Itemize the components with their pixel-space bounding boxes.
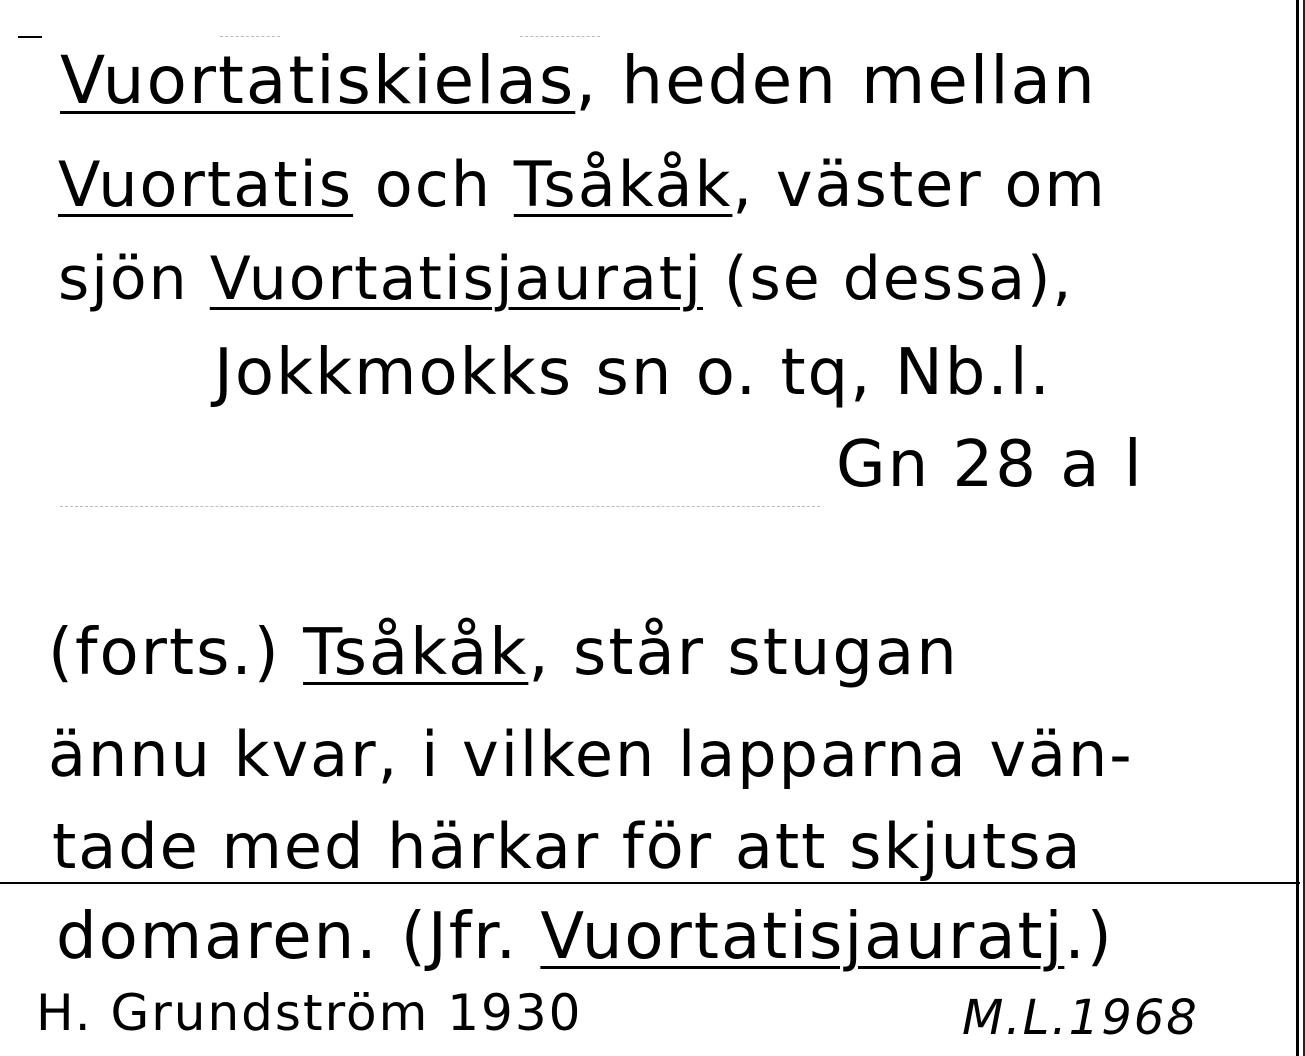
place-name: Vuortatisjauratj (540, 900, 1065, 974)
continuation-line-1-text: (forts.) (48, 616, 304, 690)
faint-ruling (520, 36, 600, 38)
copyist-signature: M.L.1968 (962, 990, 1199, 1046)
entry-line-2-text: och (353, 148, 514, 221)
place-name: Vuortatis (58, 148, 354, 221)
continuation-line-3: tade med härkar för att skjutsa (52, 810, 1083, 883)
entry-line-3-text: sjön (58, 244, 210, 314)
entry-line-3 (58, 244, 1073, 314)
entry-line-2-rest: , väster om (732, 148, 1107, 221)
continuation-line-4-text: domaren. (Jfr. (56, 900, 541, 974)
map-reference: Gn 28 a l (836, 428, 1144, 502)
faint-ruling (60, 506, 820, 508)
continuation-line-2: ännu kvar, i vilken lapparna vän- (48, 718, 1134, 791)
place-name: Tsåkåk (513, 148, 733, 221)
parish-line: Jokkmokks sn o. tq, Nb.l. (214, 336, 1052, 410)
card-right-edge (1296, 0, 1299, 1056)
entry-line-3-rest: (se dessa), (702, 244, 1074, 314)
continuation-line-1 (48, 616, 959, 690)
continuation-line-1-rest: , står stugan (528, 616, 959, 690)
entry-line-1-text: , heden mellan (575, 42, 1097, 119)
continuation-line-4-end: .) (1064, 900, 1114, 974)
continuation-line-4 (56, 900, 1114, 974)
place-name: Vuortatisjauratj (209, 244, 703, 314)
headword: Vuortatiskielas (60, 42, 576, 119)
corner-mark (18, 36, 42, 38)
place-name: Tsåkåk (303, 616, 529, 690)
entry-line-1 (60, 42, 1097, 119)
entry-line-2 (58, 148, 1107, 221)
collector-signature: H. Grundström 1930 (36, 984, 583, 1042)
faint-ruling (220, 36, 280, 38)
